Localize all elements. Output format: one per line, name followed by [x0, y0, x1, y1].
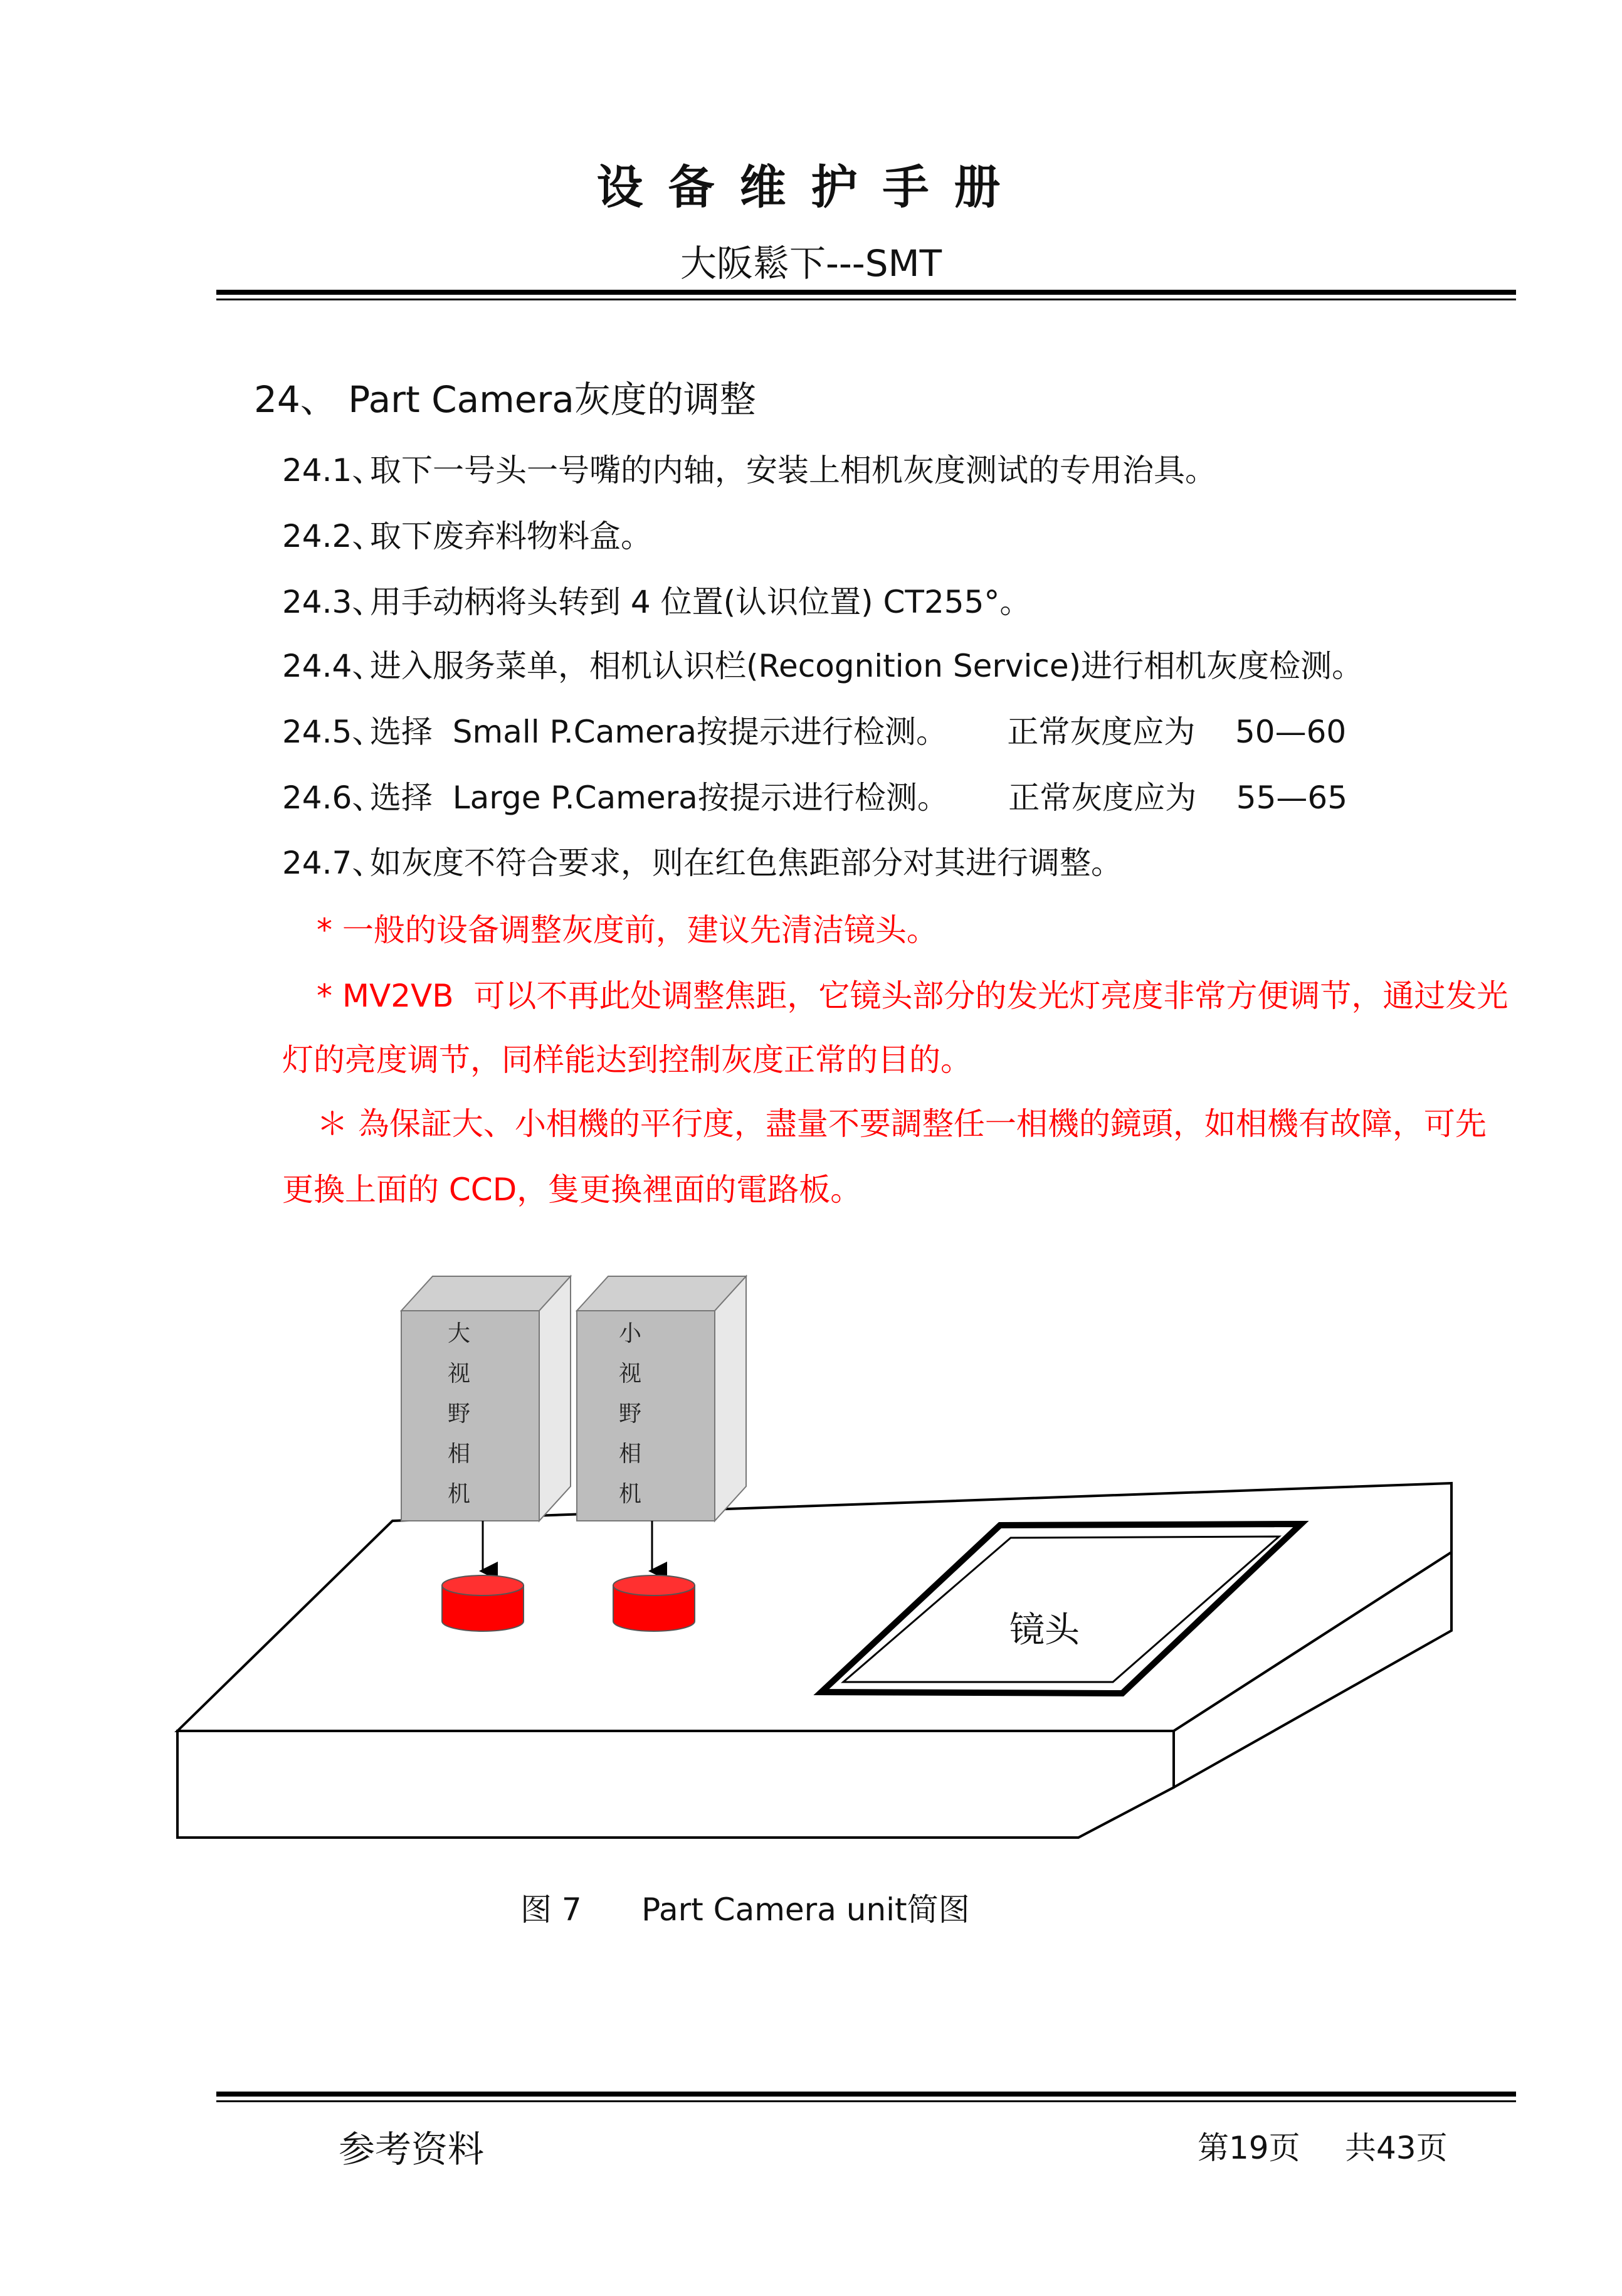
label-char: 大 — [447, 1321, 470, 1346]
step-text: 取下一号头一号嘴的内轴，安装上相机灰度测试的专用治具。 — [370, 452, 1216, 489]
footer-page-number: 第19页 — [1198, 2130, 1300, 2166]
document-subtitle: 大阪鬆下---SMT — [680, 242, 942, 285]
label-char: 视 — [618, 1361, 641, 1387]
label-char: 相 — [447, 1441, 470, 1467]
label-char: 野 — [447, 1401, 470, 1427]
large-camera-red-lens — [442, 1575, 524, 1631]
small-view-camera — [577, 1276, 746, 1521]
section-heading: 24、 Part Camera灰度的调整 — [254, 378, 756, 421]
large-camera-label — [446, 1314, 471, 1515]
label-char: 视 — [447, 1361, 470, 1387]
note-mv2vb-line1: * MV2VB 可以不再此处调整焦距，它镜头部分的发光灯亮度非常方便调节，通过发光 — [317, 978, 1509, 1014]
step-number: 24.1、 — [282, 452, 384, 489]
footer-rule-thin — [216, 2100, 1516, 2102]
step-number: 24.6、 — [282, 780, 384, 816]
note-clean-lens: * 一般的设备调整灰度前，建议先清洁镜头。 — [317, 912, 938, 948]
step-text: 取下废弃料物料盒。 — [370, 518, 652, 554]
note-parallelism-line2: 更換上面的 CCD，隻更換裡面的電路板。 — [282, 1172, 862, 1208]
lens-label: 镜头 — [1009, 1610, 1080, 1651]
document-title: 设备维护手册 — [596, 161, 1026, 214]
label-char: 机 — [618, 1481, 641, 1507]
step-text: 选择 Small P.Camera按提示进行检测。 正常灰度应为 50—60 — [370, 714, 1347, 750]
note-parallelism-line1: ＊ 為保証大、小相機的平行度，盡量不要調整任一相機的鏡頭，如相機有故障，可先 — [317, 1106, 1487, 1142]
label-char: 小 — [618, 1321, 641, 1346]
footer-total-pages: 共43页 — [1345, 2130, 1448, 2166]
step-number: 24.4、 — [282, 648, 384, 684]
label-char: 机 — [447, 1481, 470, 1507]
note-mv2vb-line2: 灯的亮度调节，同样能达到控制灰度正常的目的。 — [282, 1042, 972, 1078]
step-number: 24.5、 — [282, 714, 384, 750]
step-text: 如灰度不符合要求，则在红色焦距部分对其进行调整。 — [370, 845, 1122, 881]
step-text: 进入服务菜单，相机认识栏(Recognition Service)进行相机灰度检测。 — [370, 648, 1364, 684]
footer-reference-label: 参考资料 — [339, 2128, 485, 2171]
label-char: 野 — [618, 1401, 641, 1427]
small-camera-red-lens — [613, 1575, 695, 1631]
label-char: 相 — [618, 1441, 641, 1467]
step-text: 选择 Large P.Camera按提示进行检测。 正常灰度应为 55—65 — [370, 780, 1348, 816]
step-text: 用手动柄将头转到 4 位置(认识位置) CT255°。 — [370, 584, 1031, 620]
large-view-camera — [401, 1276, 571, 1521]
step-number: 24.2、 — [282, 518, 384, 554]
small-camera-label — [618, 1314, 643, 1515]
step-number: 24.7、 — [282, 845, 384, 881]
footer-rule-thick — [216, 2092, 1516, 2097]
figure-caption: 图 7 Part Camera unit简图 — [520, 1891, 970, 1928]
step-number: 24.3、 — [282, 584, 384, 620]
